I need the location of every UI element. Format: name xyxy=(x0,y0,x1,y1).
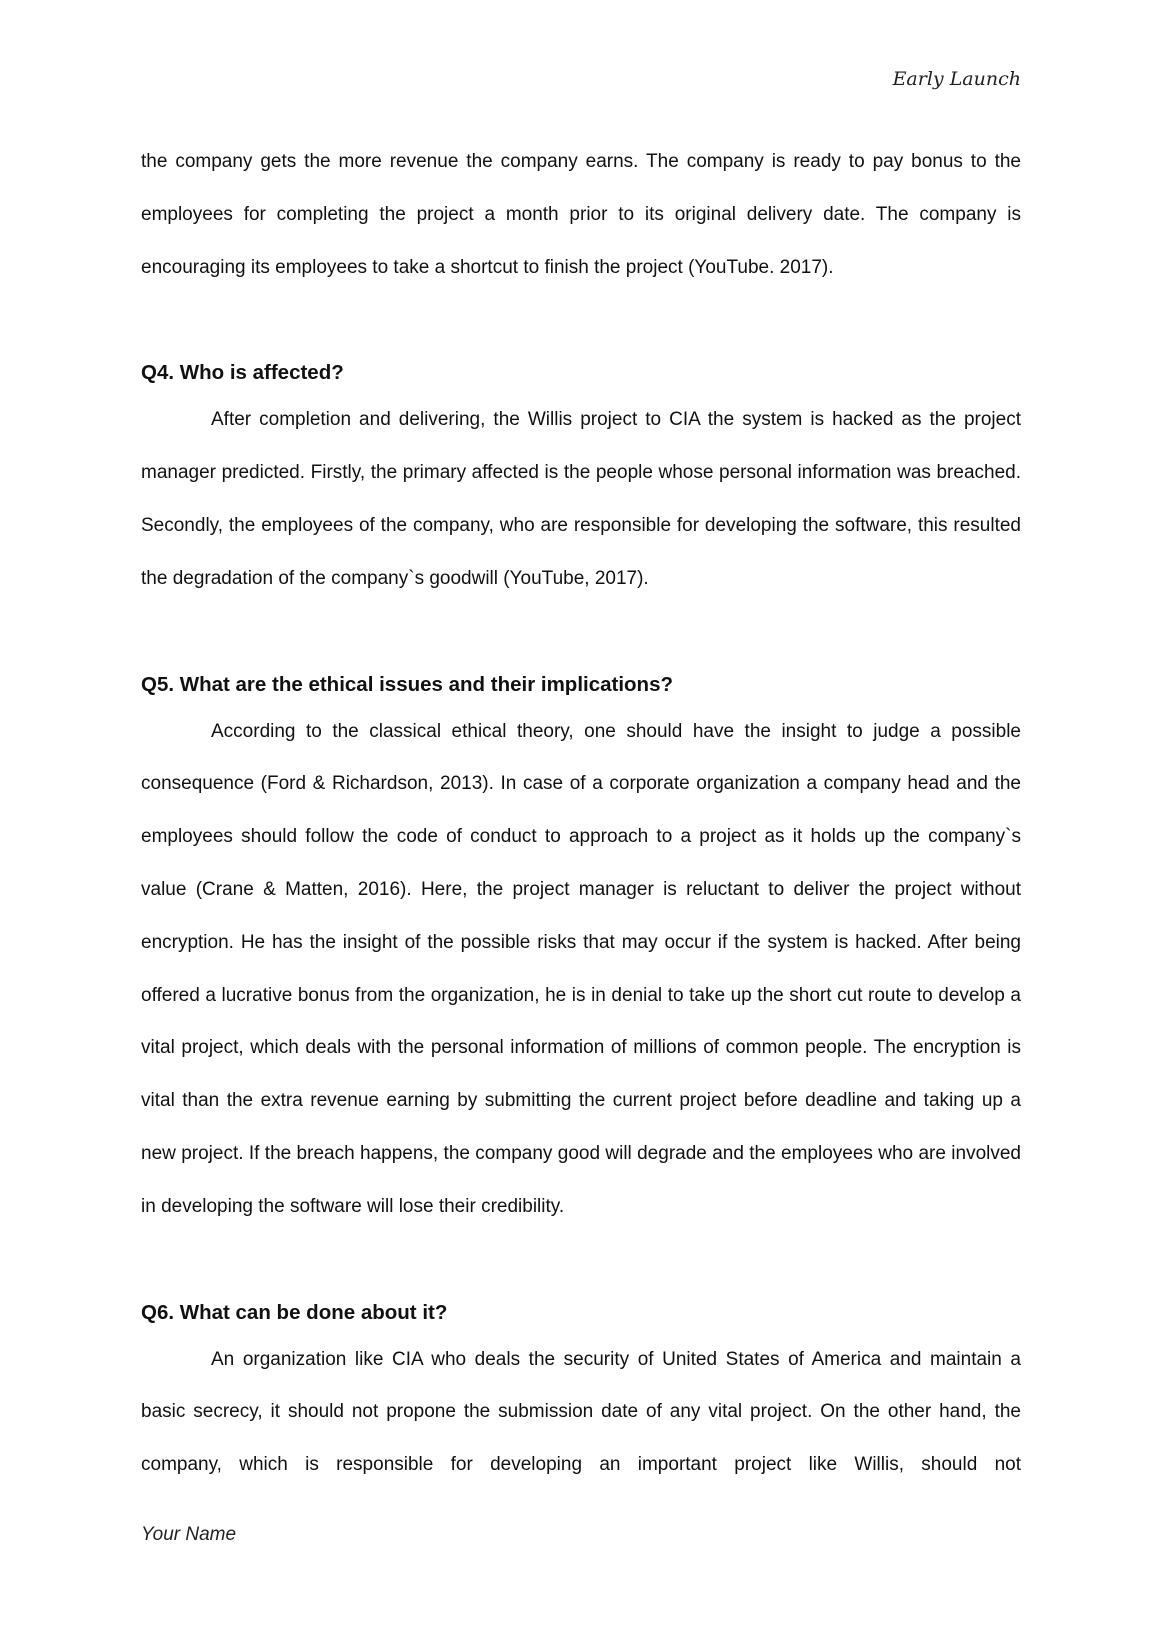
section-q4 xyxy=(141,358,1021,605)
section-q5 xyxy=(141,670,1021,1234)
section-q6 xyxy=(141,1298,1021,1492)
section-paragraph: An organization like CIA who deals the security of United States of America and maintain a basic secrecy, it should not propone the submission date of any vital project. On the other hand, the company, which is responsible for developing an important project like Willis, should not xyxy=(141,1348,1021,1476)
section-paragraph: According to the classical ethical theory, one should have the insight to judge a possible consequence (Ford & Richardson, 2013). In case of a corporate organization a company head and the employees should follow the code of conduct to approach to a project as it holds up the company`s value (Crane & Matten, 2016). Here, the project manager is reluctant to deliver the project without encryption. He has the insight of the possible risks that may occur if the system is hacked. After being offered a lucrative bonus from the organization, he is in denial to take up the short cut route to develop a vital project, which deals with the personal information of millions of common people. The encryption is vital than the extra revenue earning by submitting the current project before deadline and taking up a new project. If the breach happens, the company good will degrade and the employees who are involved in developing the software will lose their credibility. xyxy=(141,720,1021,1217)
running-header: Early Launch xyxy=(892,68,1021,90)
document-body xyxy=(141,136,1021,1492)
section-spacer xyxy=(141,606,1021,670)
section-heading: Q6. What can be done about it? xyxy=(141,1300,448,1324)
footer-author: Your Name xyxy=(141,1524,237,1545)
section-paragraph: After completion and delivering, the Willis project to CIA the system is hacked as the project manager predicted. Firstly, the primary affected is the people whose personal information was breached. Secondly, the employees of the company, who are responsible for developing the software, this resulted the degradation of the company`s goodwill (YouTube, 2017). xyxy=(141,409,1021,589)
intro-paragraph: the company gets the more revenue the company earns. The company is ready to pay bonus to the employees for completing the project a month prior to its original delivery date. The company is encouraging its employees to take a shortcut to finish the project (YouTube. 2017). xyxy=(141,151,1021,278)
section-heading: Q4. Who is affected? xyxy=(141,361,344,385)
section-spacer xyxy=(141,294,1021,358)
section-spacer xyxy=(141,1234,1021,1298)
section-heading: Q5. What are the ethical issues and their implications? xyxy=(141,672,673,696)
